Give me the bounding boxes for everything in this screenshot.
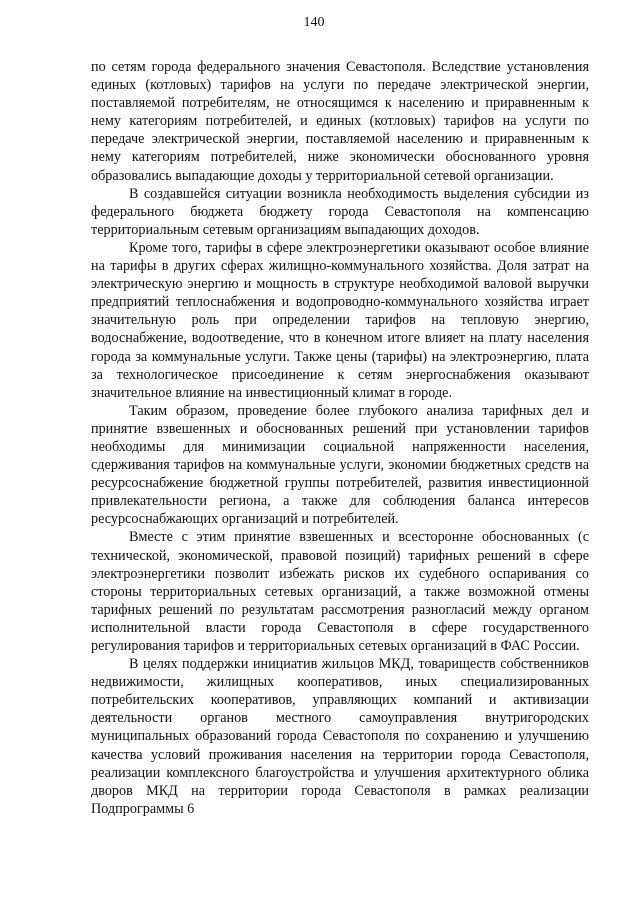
paragraph: по сетям города федерального значения Севастополя. Вследствие установления единых (котловых) тарифов на услуги по передаче электрической энергии, поставляемой потребителям, не относящимся к населению и приравненным к нему категориям потребителей, и единых (котловых) тарифов на услуги по передаче электрической энергии, поставляемой населению и приравненным к нему категориям потребителей, ниже экономически обоснованного уровня образовались выпадающие доходы у территориальной сетевой организации. (91, 59, 589, 184)
page-number: 140 (303, 15, 325, 30)
paragraph: В целях поддержки инициатив жильцов МКД, товариществ собственников недвижимости, жилищных кооперативов, иных специализированных потребительских кооперативов, управляющих компаний и активизации деятельности органов местного самоуправления внутригородских муниципальных образований города Севастополя по сохранению и улучшению качества условий проживания населения на территории города Севастополя, реализации комплексного благоустройства и улучшения архитектурного облика дворов МКД на территории города Севастополя в рамках реализации Подпрограммы 6 (91, 656, 589, 817)
document-body (91, 58, 589, 818)
paragraph: Вместе с этим принятие взвешенных и всесторонне обоснованных (с технической, экономической, правовой позиций) тарифных решений в сфере электроэнергетики позволит избежать рисков их судебного оспаривания со стороны территориальных сетевых организаций, а также возможной отмены тарифных решений по результатам рассмотрения разногласий между органом исполнительной власти города Севастополя в сфере государственного регулирования тарифов и территориальных сетевых организаций в ФАС России. (91, 529, 589, 654)
paragraph: В создавшейся ситуации возникла необходимость выделения субсидии из федерального бюджета бюджету города Севастополя на компенсацию территориальным сетевым организациям выпадающих доходов. (91, 185, 589, 238)
paragraph: Кроме того, тарифы в сфере электроэнергетики оказывают особое влияние на тарифы в других сферах жилищно-коммунального хозяйства. Доля затрат на электрическую энергию и мощность в структуре необходимой валовой выручки предприятий теплоснабжения и водопроводно-коммунального хозяйства играет значительную роль при определении тарифов на тепловую энергию, водоснабжение, водоотведение, что в конечном итоге влияет на плату населения города за коммунальные услуги. Также цены (тарифы) на электроэнергию, плата за технологическое присоединение к сетям энергоснабжения оказывают значительное влияние на инвестиционный климат в городе. (91, 239, 589, 401)
paragraph: Таким образом, проведение более глубокого анализа тарифных дел и принятие взвешенных и обоснованных решений при установлении тарифов необходимы для минимизации социальной напряженности населения, сдерживания тарифов на коммунальные услуги, экономии бюджетных средств на ресурсоснабжение бюджетной группы потребителей, развития инвестиционной привлекательности региона, а также для соблюдения баланса интересов ресурсоснабжающих организаций и потребителей. (91, 402, 589, 528)
